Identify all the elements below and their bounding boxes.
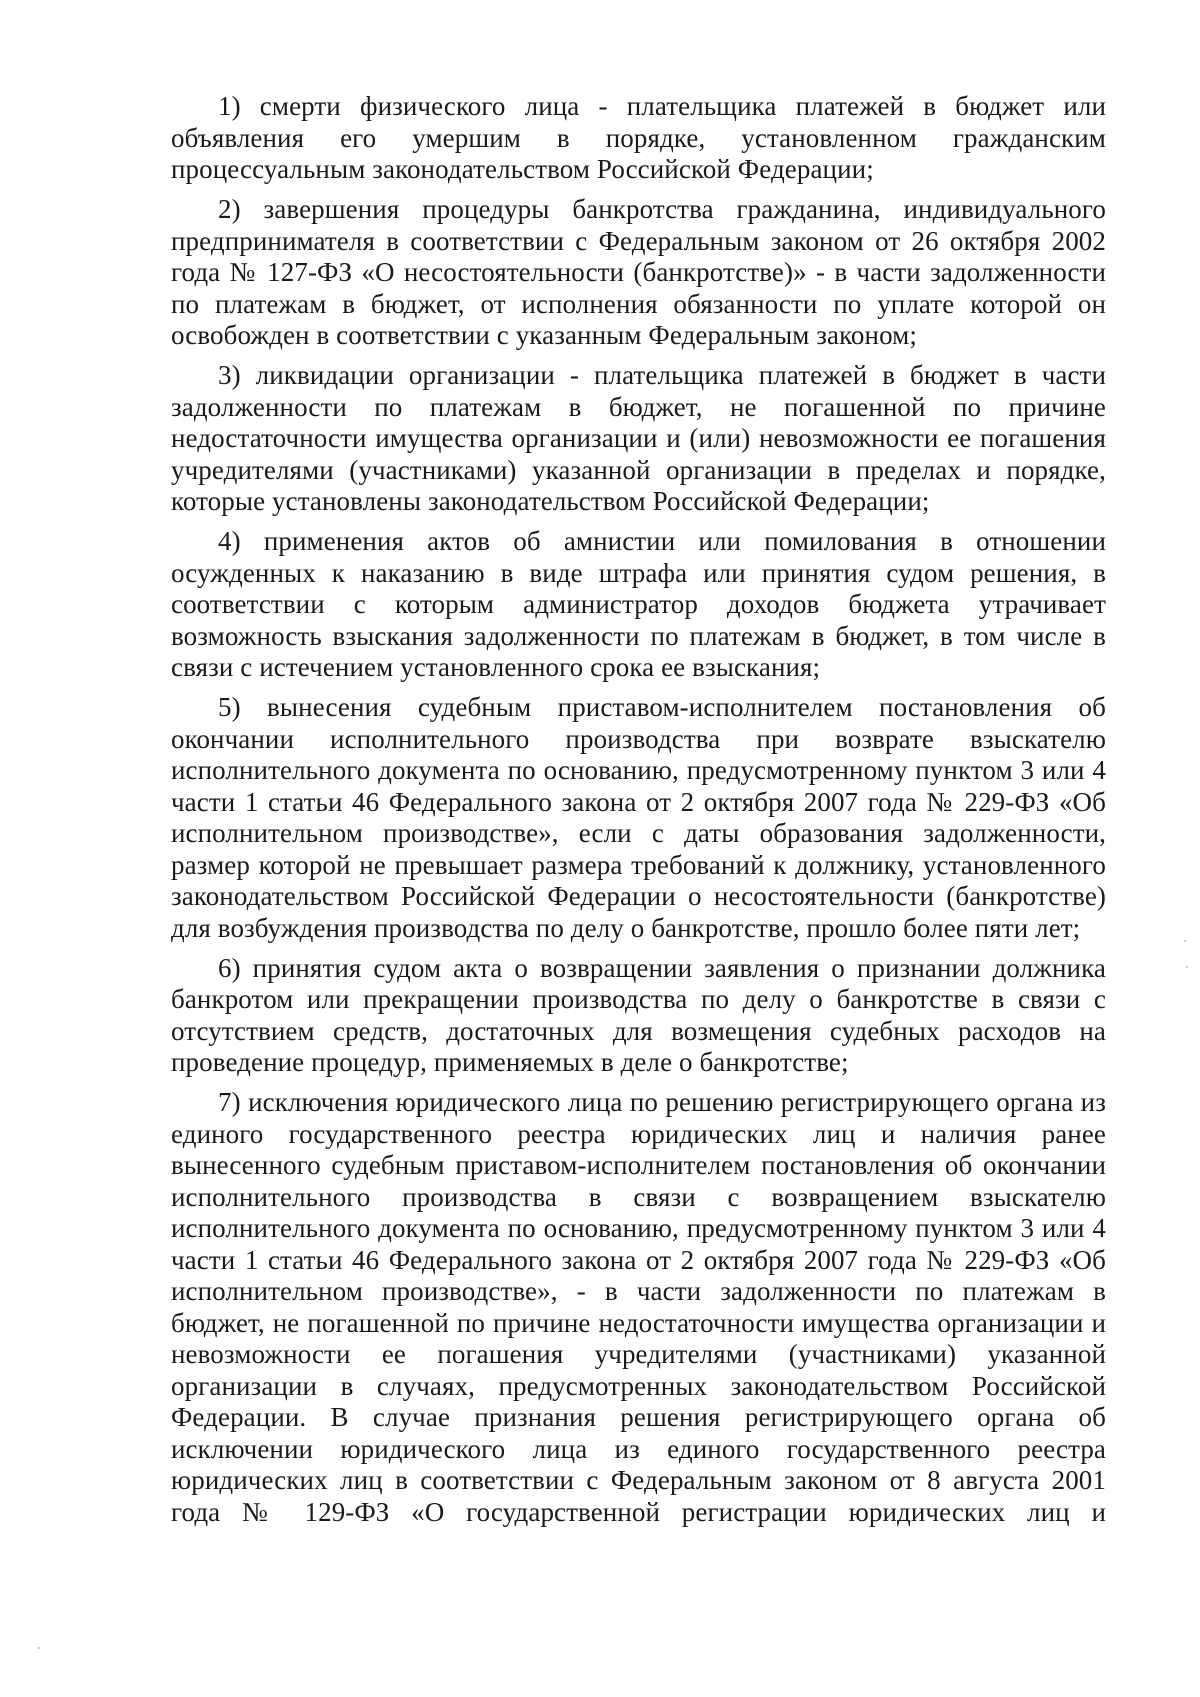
paragraph-item-4: 4) применения актов об амнистии или помилования в отношении осужденных к наказанию в виде штрафа или принятия судом решения, в соответствии с которым администратор доходов бюджета утрачивает возможность взыскания задолженности по платежам в бюджет, в том числе в связи с истечением установленного срока ее взыскания;: [171, 526, 1106, 682]
scan-speck: [1184, 940, 1186, 942]
document-body: [171, 91, 1106, 1528]
paragraph-item-2: 2) завершения процедуры банкротства гражданина, индивидуального предпринимателя в соответствии с Федеральным законом от 26 октября 2002 года № 127-ФЗ «О несостоятельности (банкротстве)» - в части задолженности по платежам в бюджет, от исполнения обязанности по уплате которой он освобожден в соответствии с указанным Федеральным законом;: [171, 194, 1106, 350]
paragraph-item-7: 7) исключения юридического лица по решению регистрирующего органа из единого государственного реестра юридических лиц и наличия ранее вынесенного судебным приставом-исполнителем постановления об окончании исполнительного производства в связи с возвращением взыскателю исполнительного документа по основанию, предусмотренному пунктом 3 или 4 части 1 статьи 46 Федерального закона от 2 октября 2007 года № 229-ФЗ «Об исполнительном производстве», - в части задолженности по платежам в бюджет, не погашенной по причине недостаточности имущества организации и невозможности ее погашения учредителями (участниками) указанной организации в случаях, предусмотренных законодательством Российской Федерации. В случае признания решения регистрирующего органа об исключении юридического лица из единого государственного реестра юридических лиц в соответствии с Федеральным законом от 8 августа 2001 года № 129-ФЗ «О государственной регистрации юридических лиц и: [171, 1087, 1106, 1527]
paragraph-item-6: 6) принятия судом акта о возвращении заявления о признании должника банкротом или прекращении производства по делу о банкротстве в связи с отсутствием средств, достаточных для возмещения судебных расходов на проведение процедур, применяемых в деле о банкротстве;: [171, 952, 1106, 1077]
scan-speck: [38, 1647, 40, 1649]
paragraph-item-3: 3) ликвидации организации - плательщика платежей в бюджет в части задолженности по платежам в бюджет, не погашенной по причине недостаточности имущества организации и (или) невозможности ее погашения учредителями (участниками) указанной организации в пределах и порядке, которые установлены законодательством Российской Федерации;: [171, 360, 1106, 516]
scan-speck: [1186, 966, 1188, 968]
paragraph-item-1: 1) смерти физического лица - плательщика платежей в бюджет или объявления его умершим в порядке, установленном гражданским процессуальным законодательством Российской Федерации;: [171, 91, 1106, 184]
paragraph-item-5: 5) вынесения судебным приставом-исполнителем постановления об окончании исполнительного производства при возврате взыскателю исполнительного документа по основанию, предусмотренному пунктом 3 или 4 части 1 статьи 46 Федерального закона от 2 октября 2007 года № 229-ФЗ «Об исполнительном производстве», если с даты образования задолженности, размер которой не превышает размера требований к должнику, установленного законодательством Российской Федерации о несостоятельности (банкротстве) для возбуждения производства по делу о банкротстве, прошло более пяти лет;: [171, 692, 1106, 943]
